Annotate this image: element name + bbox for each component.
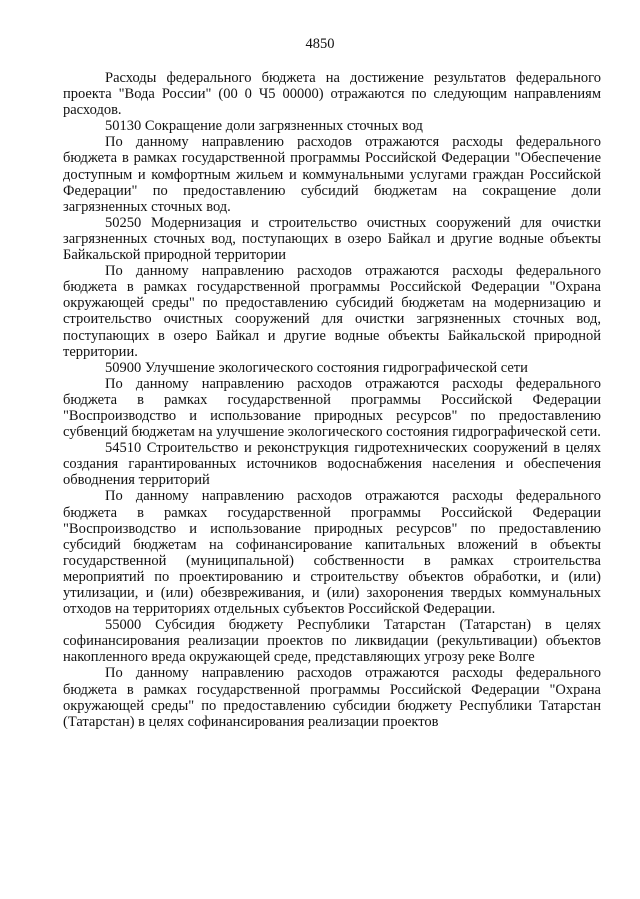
section-heading-50900: 50900 Улучшение экологического состояния гидрографической сети <box>105 359 528 376</box>
document-body <box>63 70 601 730</box>
section-text-50130: По данному направлению расходов отражаются расходы федерального бюджета в рамках государственной программы Российской Федерации "Обеспечение доступным и комфортным жильем и коммунальными услугами граждан Российской Федерации" по предоставлению субсидий бюджетам на сокращение доли загрязненных сточных вод. <box>63 134 601 215</box>
section-text-54510: По данному направлению расходов отражаются расходы федерального бюджета в рамках государственной программы Российской Федерации "Воспроизводство и использование природных ресурсов" по предоставлению субсидий бюджетам на софинансирование капитальных вложений в объекты государственной (муниципальной) собственности в рамках строительства мероприятий по проектированию и строительству объектов обработки, и (или) утилизации, и (или) обезвреживания, и (или) захоронения твердых коммунальных отходов на территориях отдельных субъектов Российской Федерации. <box>63 488 601 618</box>
section-heading-54510: 54510 Строительство и реконструкция гидротехнических сооружений в целях создания гарантированных источников водоснабжения населения и обеспечения обводнения территорий <box>63 440 601 489</box>
intro-paragraph: Расходы федерального бюджета на достижение результатов федерального проекта "Вода России" (00 0 Ч5 00000) отражаются по следующим направлениям расходов. <box>63 70 601 119</box>
section-text-50900: По данному направлению расходов отражаются расходы федерального бюджета в рамках государственной программы Российской Федерации "Воспроизводство и использование природных ресурсов" по предоставлению субвенций бюджетам на улучшение экологического состояния гидрографической сети. <box>63 375 601 441</box>
page-number: 4850 <box>305 36 335 52</box>
section-text-50250: По данному направлению расходов отражаются расходы федерального бюджета в рамках государственной программы Российской Федерации "Охрана окружающей среды" по предоставлению субсидий бюджетам на модернизацию и строительство очистных сооружений для очистки загрязненных сточных вод, поступающих в озеро Байкал и другие водные объекты Байкальской природной территории. <box>63 263 601 360</box>
section-heading-50250: 50250 Модернизация и строительство очистных сооружений для очистки загрязненных сточных вод, поступающих в озеро Байкал и другие водные объекты Байкальской природной территории <box>63 214 601 264</box>
section-text-55000: По данному направлению расходов отражаются расходы федерального бюджета в рамках государственной программы Российской Федерации "Охрана окружающей среды" по предоставлению субсидии бюджету Республики Татарстан (Татарстан) в целях софинансирования реализации проектов <box>63 665 601 730</box>
section-heading-55000: 55000 Субсидия бюджету Республики Татарстан (Татарстан) в целях софинансирования реализации проектов по ликвидации (рекультивации) объектов накопленного вреда окружающей среде, представляющих угрозу реке Волге <box>63 617 601 666</box>
section-heading-50130: 50130 Сокращение доли загрязненных сточных вод <box>105 118 423 135</box>
